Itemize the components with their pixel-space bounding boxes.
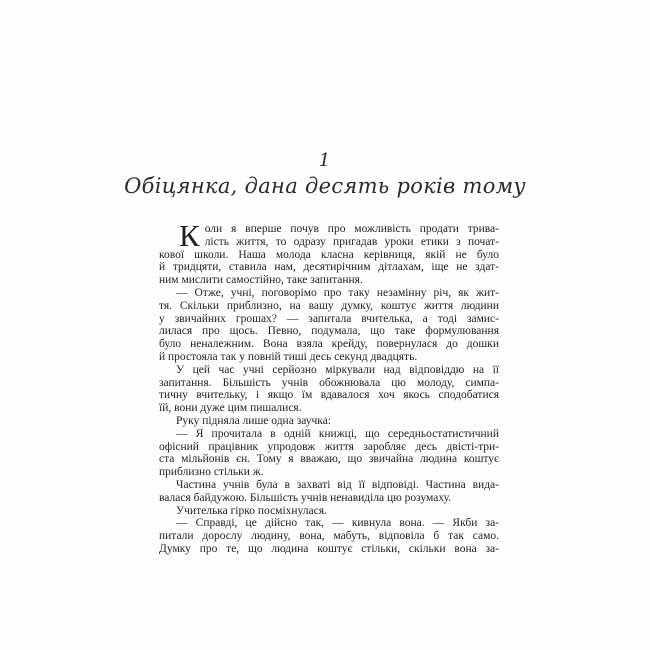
text-line: валася байдужою. Більшість учнів ненавиділа цю розумаху. — [159, 491, 452, 504]
paragraph — [159, 287, 499, 364]
text-line: лилася про щось. Певно, подумала, що таке формулювання — [159, 325, 499, 338]
text-line: й тридцяти, ставила нам, десятирічним дітлахам, іще не здат- — [159, 261, 499, 274]
text-line: було неналежним. Вона взяла крейду, повернулася до дошки — [159, 338, 499, 351]
body-text — [159, 218, 499, 556]
text-line: у звичайних грошах? — запитала вчителька, а тоді замис- — [159, 312, 499, 325]
text-line: ним мислити самостійно, таке запитання. — [159, 274, 363, 287]
text-line: кової школи. Наша молода класна керівниця, якій не було — [159, 248, 499, 261]
paragraph — [159, 415, 499, 428]
paragraph — [159, 517, 499, 555]
text-line: запитання. Більшість учнів обожнювала цю молоду, симпа- — [159, 376, 499, 389]
text-line: тя. Скільки приблизно, на вашу думку, коштує життя людини — [159, 299, 499, 312]
text-line: У цей час учні серйозно міркували над відповіддю на її — [176, 363, 499, 376]
text-line: питали дорослу людину, вона, мабуть, відповіла б так само. — [159, 530, 499, 543]
text-line: тичну вчительку, і якщо їм вдавалося хоч якось сподобатися — [159, 389, 499, 402]
paragraph — [159, 505, 499, 518]
text-line: — Я прочитала в одній книжці, що середньостатистичний — [176, 427, 499, 440]
drop-cap: К — [179, 218, 200, 253]
chapter-title: Обіцянка, дана десять років тому — [124, 174, 526, 198]
text-line: лість життя, то одразу пригадав уроки етики з почат- — [204, 235, 499, 248]
paragraph — [159, 479, 499, 505]
text-line: офісний працівник упродовж життя заробляє десь двісті-три- — [159, 440, 499, 453]
text-line: — Справді, це дійсно так, — кивнула вона. — Якби за- — [176, 517, 499, 530]
paragraph — [159, 218, 499, 287]
chapter-number: 1 — [318, 150, 332, 171]
text-line: Частина учнів була в захваті від її відповіді. Частина вида- — [176, 478, 499, 491]
paragraph — [159, 428, 499, 479]
text-line: — Отже, учні, поговорімо про таку незамінну річ, як жит- — [176, 286, 499, 299]
text-line: оли я вперше почув про можливість продати трива- — [204, 223, 499, 235]
text-line: Руку підняла лише одна заучка: — [176, 414, 331, 427]
text-line: приблизно стільки ж. — [159, 466, 264, 479]
paragraph — [159, 364, 499, 415]
text-line: ста мільйонів єн. Тому я вважаю, що звичайна людина коштує — [159, 453, 499, 466]
text-line: їй, вони дуже цим пишалися. — [159, 402, 302, 415]
text-line: Учителька гірко посміхнулася. — [176, 504, 327, 517]
chapter-heading — [0, 152, 650, 199]
text-line: й простояла так у повній тиші десь секунд двадцять. — [159, 350, 418, 363]
text-line: Думку про те, що людина коштує стільки, скільки вона за- — [159, 542, 499, 555]
